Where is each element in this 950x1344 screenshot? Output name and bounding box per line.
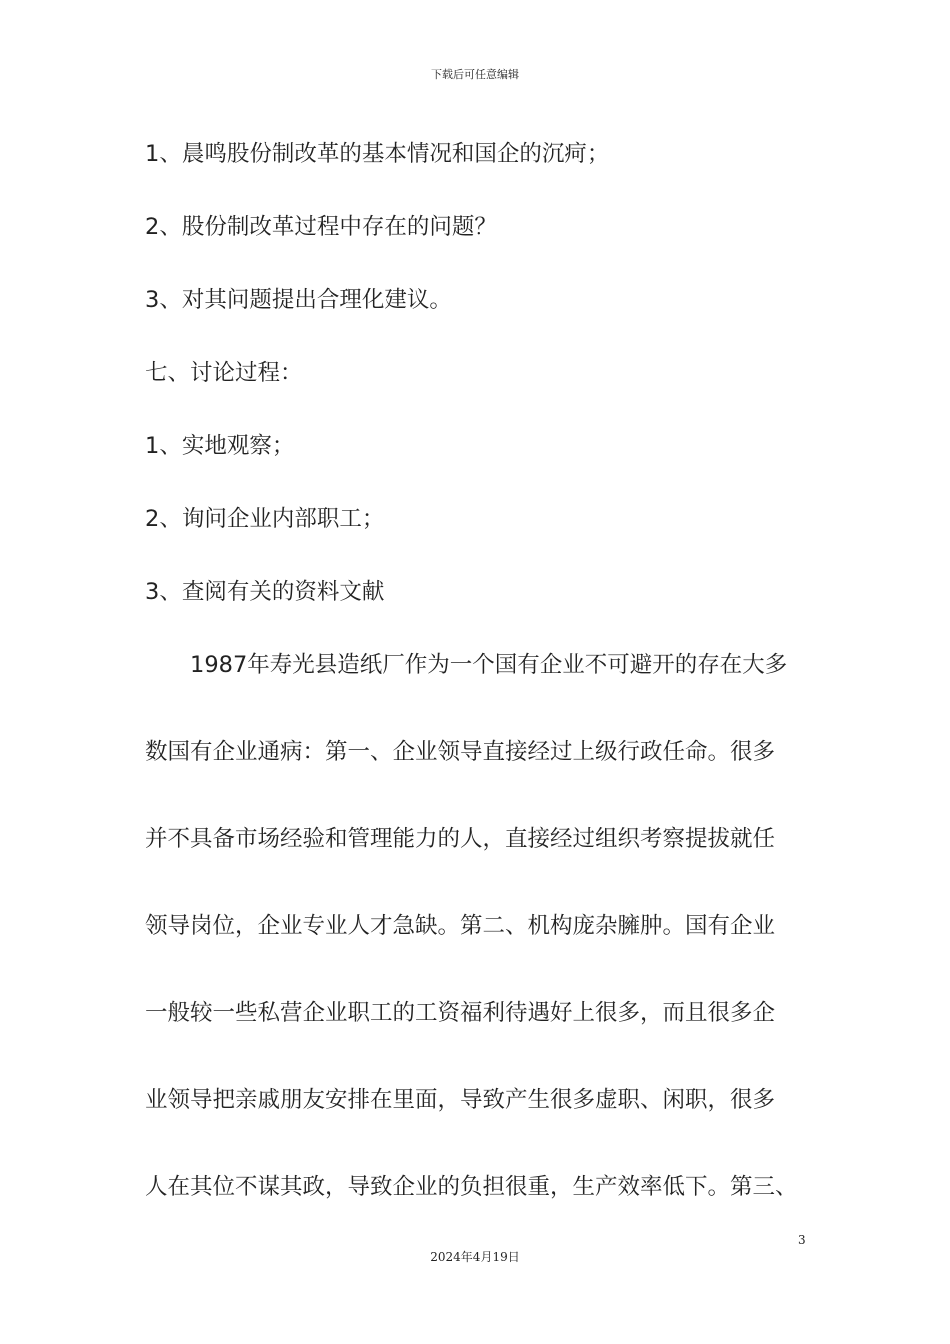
page-footer-date: 2024年4月19日: [430, 1250, 520, 1264]
paragraph-line: 并不具备市场经验和管理能力的人，直接经过组织考察提拔就任: [145, 826, 776, 852]
paragraph-line: 领导岗位，企业专业人才急缺。第二、机构庞杂臃肿。国有企业: [145, 913, 776, 939]
paragraph-line: 数国有企业通病：第一、企业领导直接经过上级行政任命。很多: [145, 739, 776, 765]
paragraph-line: 人在其位不谋其政，导致企业的负担很重，生产效率低下。第三、: [145, 1174, 798, 1200]
list-item: 1、晨鸣股份制改革的基本情况和国企的沉疴；: [145, 141, 610, 167]
page-header: 下载后可任意编辑: [431, 68, 519, 81]
paragraph-line: 业领导把亲戚朋友安排在里面，导致产生很多虚职、闲职，很多: [145, 1087, 776, 1113]
section-heading: 七、讨论过程：: [145, 360, 303, 386]
list-item: 3、查阅有关的资料文献: [145, 579, 385, 605]
paragraph-line: 一般较一些私营企业职工的工资福利待遇好上很多，而且很多企: [145, 1000, 776, 1026]
page-number: 3: [798, 1233, 806, 1247]
paragraph-line: 1987年寿光县造纸厂作为一个国有企业不可避开的存在大多: [145, 652, 788, 678]
list-item: 1、实地观察；: [145, 433, 295, 459]
list-item: 3、对其问题提出合理化建议。: [145, 287, 452, 313]
list-item: 2、股份制改革过程中存在的问题？: [145, 214, 497, 240]
list-item: 2、询问企业内部职工；: [145, 506, 385, 532]
